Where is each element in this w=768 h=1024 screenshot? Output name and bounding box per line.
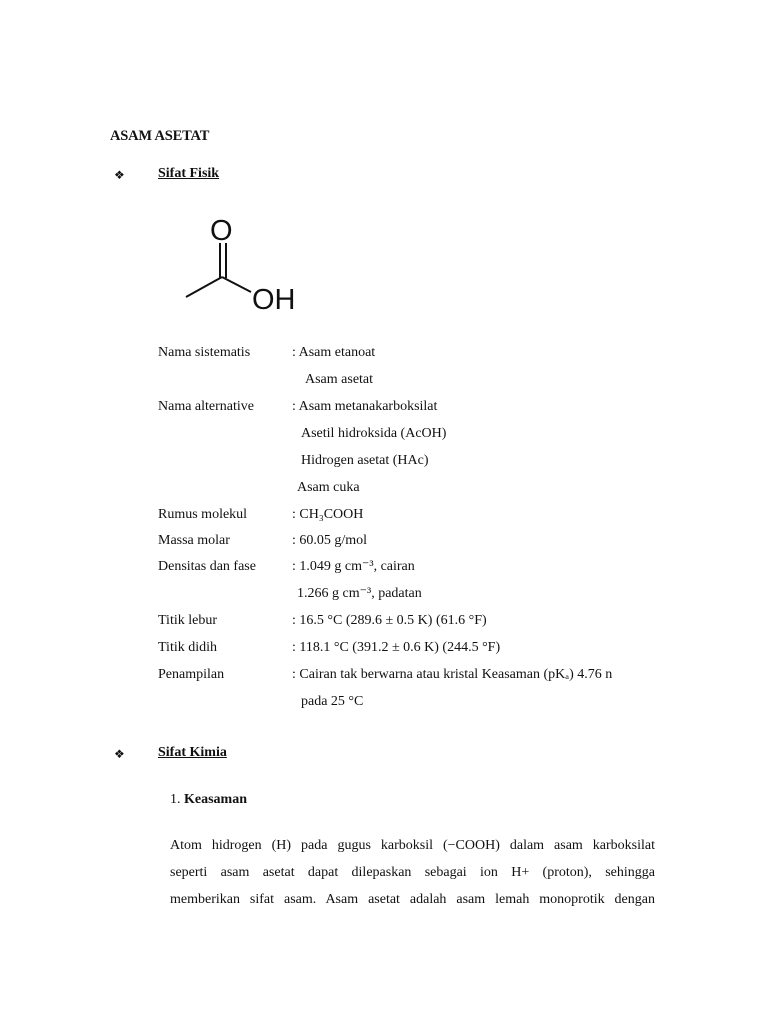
property-value: : Asam metanakarboksilat [292, 399, 438, 414]
body-paragraph [170, 832, 655, 913]
bullet-icon: ❖ [114, 168, 125, 182]
property-value: Asam cuka [297, 480, 360, 495]
subsection-title: Keasaman [184, 792, 247, 807]
property-value: : 60.05 g/mol [292, 533, 368, 548]
paragraph-line: Atom hidrogen (H) pada gugus karboksil (−COOH) dalam asam karboksilat [170, 838, 655, 853]
section-heading-sifat-fisik: Sifat Fisik [158, 166, 220, 181]
property-label: Titik didih [158, 640, 218, 655]
property-value: 1.266 g cm⁻³, padatan [297, 586, 422, 601]
property-label: Rumus molekul [158, 507, 248, 522]
property-label: Nama alternative [158, 399, 255, 414]
property-label: Densitas dan fase [158, 559, 256, 574]
bullet-icon: ❖ [114, 747, 125, 761]
hydroxyl-group-label: OH [252, 284, 296, 315]
document-title: ASAM ASETAT [110, 128, 210, 144]
property-value: pada 25 °C [301, 694, 364, 709]
property-label: Titik lebur [158, 613, 217, 628]
subsection-number: 1. [170, 792, 181, 807]
property-value: : Cairan tak berwarna atau kristal Keasaman (pKₐ) 4.76 n [292, 667, 613, 682]
property-label: Massa molar [158, 533, 230, 548]
property-value: Asam asetat [305, 372, 374, 387]
property-label: Penampilan [158, 667, 225, 682]
property-label: Nama sistematis [158, 345, 251, 360]
oxygen-atom-label: O [210, 215, 233, 247]
property-value: : CH₃COOH [292, 507, 364, 522]
property-value: : Asam etanoat [292, 345, 376, 360]
property-value: : 118.1 °C (391.2 ± 0.6 K) (244.5 °F) [292, 640, 501, 655]
property-value: Asetil hidroksida (AcOH) [301, 426, 447, 441]
paragraph-line: memberikan sifat asam. Asam asetat adalah asam lemah monoprotik dengan [170, 892, 655, 907]
section-heading-sifat-kimia: Sifat Kimia [158, 745, 227, 760]
property-value: : 16.5 °C (289.6 ± 0.5 K) (61.6 °F) [292, 613, 487, 628]
property-value: : 1.049 g cm⁻³, cairan [292, 559, 415, 574]
property-value: Hidrogen asetat (HAc) [301, 453, 429, 468]
paragraph-line: seperti asam asetat dapat dilepaskan sebagai ion H+ (proton), sehingga [170, 865, 655, 880]
subsection-heading [170, 791, 247, 809]
acetic-acid-structure-icon [175, 210, 310, 315]
